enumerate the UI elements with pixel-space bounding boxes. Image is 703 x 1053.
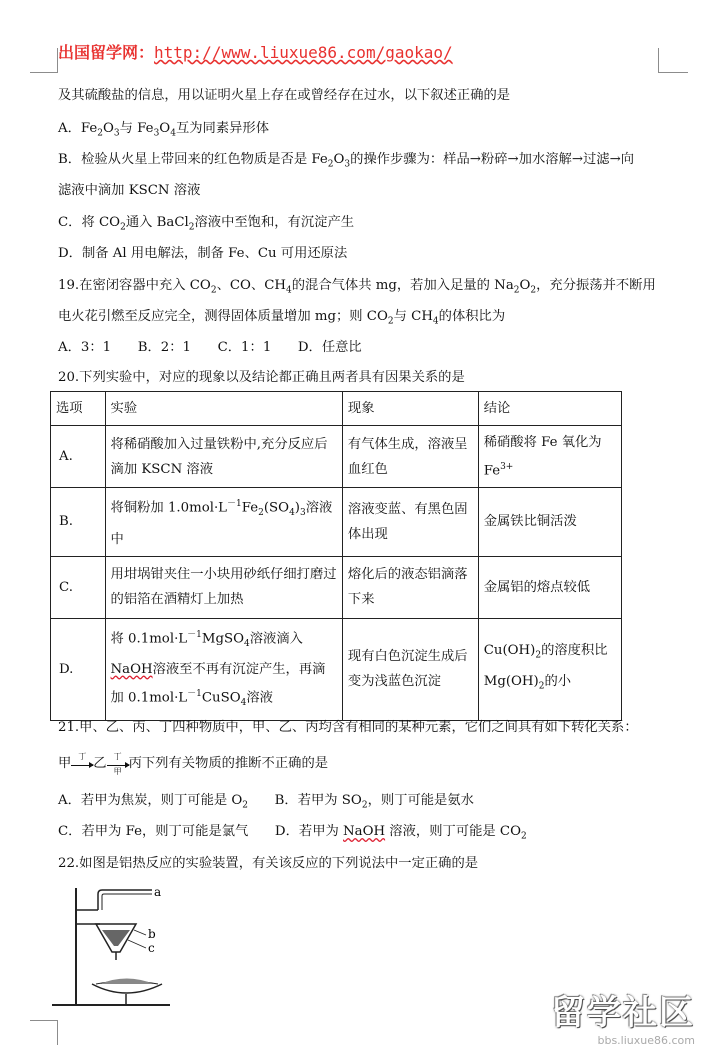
table-row — [51, 426, 622, 488]
row-experiment: 用坩埚钳夹住一小块用砂纸仔细打磨过的铝箔在酒精灯上加热 — [105, 556, 342, 618]
q21-options-ab: A．若甲为焦炭，则丁可能是 $O_2$ B．若甲为 $SO_2$，则丁可能是氨水 — [58, 793, 474, 811]
site-header — [58, 40, 453, 63]
row-experiment: 将铜粉加 $1.0mol\cdot L^{-1}Fe_2(SO_4)_3$溶液中 — [105, 488, 342, 556]
table-header: 结论 — [478, 392, 621, 426]
q18-stem: 及其硫酸盐的信息，用以证明火星上存在或曾经存在过水，以下叙述正确的是 — [58, 88, 511, 103]
q20-table — [50, 391, 622, 721]
q21-chain: 甲 丁 乙 丁 甲 丙下列有关物质的推断不正确的是 — [58, 751, 329, 776]
q19-stem-line1: 19.在密闭容器中充入 $CO_2$、CO、$CH_4$的混合气体共 mg，若加入足量的 $Na_2O_2$，充分振荡并不断用 — [58, 278, 656, 296]
q19-stem-line2: 电火花引燃至反应完全，测得固体质量增加 mg；则 $CO_2$与 $CH_4$的体积比为 — [58, 309, 506, 327]
row-option: A. — [51, 426, 106, 488]
crop-mark-bl-h — [30, 1020, 58, 1021]
right-arrow-icon: 丁 甲 — [107, 757, 129, 771]
row-phenomenon: 有气体生成，溶液呈血红色 — [342, 426, 478, 488]
table-row — [51, 488, 622, 556]
table-header: 选项 — [51, 392, 106, 426]
table-header-row — [51, 392, 622, 426]
watermark-logo: 留学社区 — [551, 993, 695, 1033]
figure-label-a: a — [154, 885, 162, 899]
table-row — [51, 556, 622, 618]
row-experiment: 将 $0.1mol\cdot L^{-1}MgSO_4$溶液滴入 NaOH溶液至不再有沉淀产生，再滴加 $0.1mol\cdot L^{-1}CuSO_4$溶液 — [105, 618, 342, 720]
site-url[interactable]: http://www.liuxue86.com/gaokao/ — [154, 43, 453, 62]
row-phenomenon: 现有白色沉淀生成后变为浅蓝色沉淀 — [342, 618, 478, 720]
crop-mark-tl-v — [57, 48, 58, 73]
row-option: D. — [51, 618, 106, 720]
q18-option-c: C．将 $CO_2$通入 BaCl$_2$溶液中至饱和，有沉淀产生 — [58, 215, 355, 233]
right-arrow-icon: 丁 — [71, 757, 93, 771]
row-phenomenon: 熔化后的液态铝滴落下来 — [342, 556, 478, 618]
q18-option-a: A．$Fe_2O_3$与 $Fe_3O_4$互为同素异形体 — [58, 121, 270, 139]
table-header: 实验 — [105, 392, 342, 426]
figure-label-b: b — [148, 927, 156, 941]
q22-stem: 22.如图是铝热反应的实验装置，有关该反应的下列说法中一定正确的是 — [58, 856, 479, 871]
q18-option-b: B．检验从火星上带回来的红色物质是否是 $Fe_2O_3$的操作步骤为：样品→粉碎→加水溶解→过滤→向 — [58, 152, 635, 170]
q21-stem: 21.甲、乙、丙、丁四种物质中，甲、乙、丙均含有相同的某种元素，它们之间具有如下转化关系： — [58, 720, 638, 735]
row-conclusion: $Cu(OH)_2$的溶度积比 $Mg(OH)_2$的小 — [478, 618, 621, 720]
q21-options-cd: C．若甲为 Fe，则丁可能是氯气 D．若甲为 NaOH 溶液，则丁可能是 $CO_2$ — [58, 824, 527, 842]
figure-label-c: c — [148, 941, 155, 955]
watermark — [551, 985, 695, 1047]
row-experiment: 将稀硝酸加入过量铁粉中,充分反应后滴加 KSCN 溶液 — [105, 426, 342, 488]
row-conclusion: 稀硝酸将 Fe 氧化为 $Fe^{3+}$ — [478, 426, 621, 488]
crop-mark-tr-v — [658, 48, 659, 73]
q19-options: A．3：1 B．2：1 C．1：1 D．任意比 — [58, 340, 362, 355]
row-conclusion: 金属铝的熔点较低 — [478, 556, 621, 618]
watermark-url: bbs.liuxue86.com — [597, 1034, 695, 1047]
site-name: 出国留学网： — [58, 43, 155, 62]
row-option: B. — [51, 488, 106, 556]
row-phenomenon: 溶液变蓝、有黑色固体出现 — [342, 488, 478, 556]
crop-mark-tr-h — [658, 72, 688, 73]
crop-mark-bl-v — [57, 1020, 58, 1045]
row-option: C. — [51, 556, 106, 618]
thermite-apparatus-figure — [40, 880, 180, 1010]
q18-option-b-cont: 滤液中滴加 KSCN 溶液 — [58, 183, 201, 198]
table-row — [51, 618, 622, 720]
q20-stem: 20.下列实验中，对应的现象以及结论都正确且两者具有因果关系的是 — [58, 370, 465, 385]
q18-option-d: D．制备 Al 用电解法，制备 Fe、Cu 可用还原法 — [58, 246, 348, 261]
table-header: 现象 — [342, 392, 478, 426]
row-conclusion: 金属铁比铜活泼 — [478, 488, 621, 556]
crop-mark-tl-h — [30, 72, 58, 73]
